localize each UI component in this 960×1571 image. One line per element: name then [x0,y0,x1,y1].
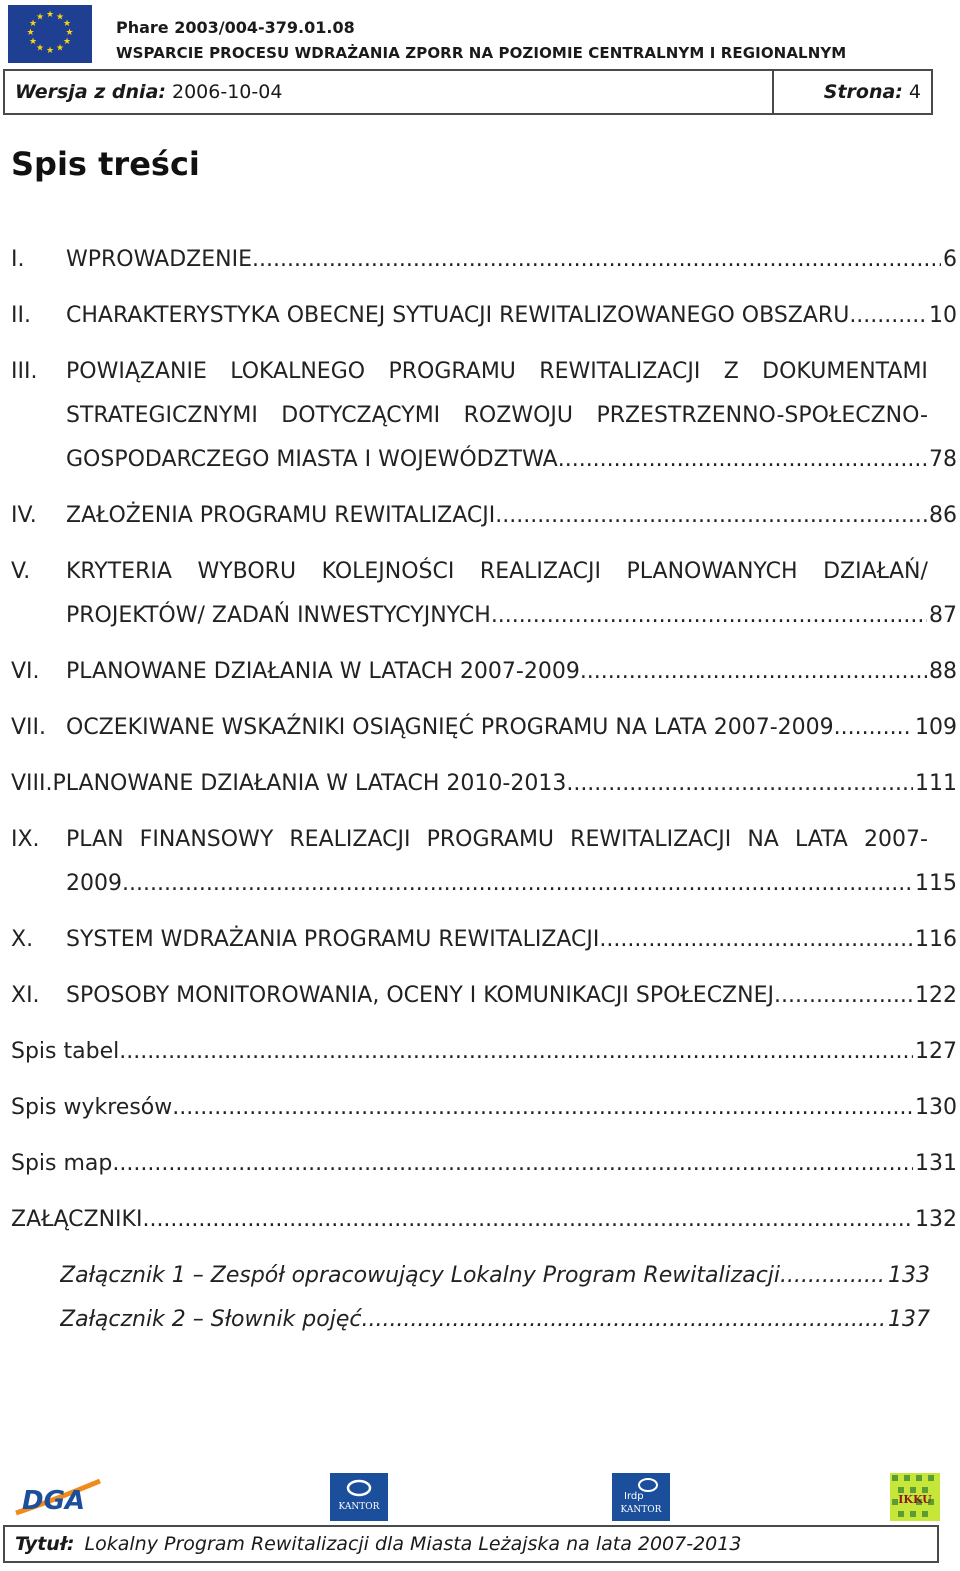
toc-entry-number: VI. [11,659,40,684]
toc-entry-number: I. [11,247,25,272]
toc-entry[interactable] [66,869,957,899]
toc-word: KOLEJNOŚCI [321,559,455,584]
toc-entry-page: 6 [943,247,957,272]
toc-entry-page: 130 [915,1095,957,1120]
toc-entry-page: 133 [888,1263,930,1288]
svg-text:★: ★ [35,43,45,54]
toc-subentry[interactable] [60,1261,930,1291]
toc-word: ROZWOJU [463,403,573,428]
toc-word: REALIZACJI [479,559,601,584]
toc-entry-title: ZAŁĄCZNIKI [11,1207,143,1232]
toc-entry-title: PLANOWANE DZIAŁANIA W LATACH 2007-2009 [66,659,580,684]
page-cell [774,71,931,113]
svg-text:★: ★ [55,43,65,54]
toc-entry[interactable] [66,601,957,631]
toc-leader-dots [491,601,927,631]
dga-logo-text: DGA [22,1486,86,1516]
irdp-logo-text: Irdp [624,1491,644,1502]
toc-word: 2007- [863,827,928,852]
version-box [3,69,933,115]
toc-word: DOKUMENTAMI [762,359,928,384]
toc-entry-page: 131 [915,1151,957,1176]
toc-word: DZIAŁAŃ/ [823,559,928,584]
toc-entry[interactable] [11,245,957,275]
toc-entry-title: Spis map [11,1151,113,1176]
toc-entry-page: 78 [929,447,957,472]
title-label: Tytuł: [15,1533,75,1555]
toc-leader-dots [119,1037,913,1067]
toc-entry-page: 122 [915,983,957,1008]
toc-entry[interactable] [11,1149,957,1179]
document-title-box [3,1525,939,1563]
toc-word: Z [723,359,739,384]
toc-entry-title-line[interactable] [66,825,928,855]
toc-leader-dots [558,445,927,475]
toc-entry-number: IV. [11,503,37,528]
page-value: 4 [908,81,921,103]
toc-entry-number: VII. [11,715,47,740]
toc-entry[interactable] [11,1037,957,1067]
svg-text:★: ★ [65,28,74,38]
toc-entry[interactable] [11,769,957,799]
toc-entry-page: 127 [915,1039,957,1064]
toc-entry[interactable] [11,1093,957,1123]
toc-entry-page: 10 [929,303,957,328]
toc-entry-page: 132 [915,1207,957,1232]
toc-word: REWITALIZACJI [539,359,701,384]
irdp-kantor-text: KANTOR [620,1505,662,1515]
toc-word: PLAN [66,827,124,852]
title-value: Lokalny Program Rewitalizacji dla Miasta Leżajska na lata 2007-2013 [84,1533,742,1555]
toc-entry-title: ZAŁOŻENIA PROGRAMU REWITALIZACJI [66,503,496,528]
toc-leader-dots [580,657,927,687]
page-label: Strona: [823,81,903,103]
toc-entry-number: V. [11,559,31,584]
ikku-logo-text: IKKU [898,1493,932,1506]
toc-entry-title-line[interactable] [66,401,928,431]
kantor-logo [330,1473,388,1521]
toc-word: WYBORU [197,559,297,584]
toc-leader-dots [780,1261,886,1291]
toc-leader-dots [566,769,913,799]
version-label: Wersja z dnia: [15,81,166,103]
toc-entry-page: 115 [915,871,957,896]
toc-entry-title: CHARAKTERYSTYKA OBECNEJ SYTUACJI REWITALIZOWANEGO OBSZARU [66,303,850,328]
toc-leader-dots [142,1205,913,1235]
toc-leader-dots [112,1149,913,1179]
toc-leader-dots [361,1305,886,1335]
project-title: WSPARCIE PROCESU WDRAŻANIA ZPORR NA POZIOMIE CENTRALNYM I REGIONALNYM [116,44,847,62]
toc-leader-dots [495,501,927,531]
toc-word: LOKALNEGO [230,359,366,384]
toc-entry-number: IX. [11,827,40,852]
svg-text:★: ★ [45,46,55,56]
toc-word: KRYTERIA [66,559,172,584]
toc-entry-page: 88 [929,659,957,684]
toc-entry-page: 137 [888,1307,930,1332]
project-number: Phare 2003/004-379.01.08 [116,18,355,37]
ikku-logo [890,1473,940,1521]
toc-entry[interactable] [11,925,957,955]
toc-entry-title: GOSPODARCZEGO MIASTA I WOJEWÓDZTWA [66,447,558,472]
toc-entry-number: XI. [11,983,40,1008]
irdp-kantor-logo [612,1473,670,1521]
toc-word: REALIZACJI [289,827,411,852]
toc-entry-title: Załącznik 1 – Zespół opracowujący Lokalny Program Rewitalizacji [60,1263,781,1288]
toc-entry-page: 116 [915,927,957,952]
version-value: 2006-10-04 [172,81,283,103]
svg-text:★: ★ [45,10,55,20]
svg-text:★: ★ [62,19,72,29]
toc-word: PROGRAMU [426,827,555,852]
toc-word: STRATEGICZNYMI [66,403,258,428]
toc-word: DOTYCZĄCYMI [281,403,441,428]
toc-word: FINANSOWY [139,827,274,852]
toc-entry-number: VIII. [11,771,53,796]
toc-word: LATA [794,827,848,852]
toc-entry[interactable] [66,445,957,475]
toc-entry-title-line[interactable] [66,557,928,587]
toc-entry-title: SYSTEM WDRAŻANIA PROGRAMU REWITALIZACJI [66,927,600,952]
toc-entry-page: 86 [929,503,957,528]
toc-leader-dots [774,981,913,1011]
version-cell [5,71,774,113]
toc-entry[interactable] [11,657,957,687]
toc-entry-title: Załącznik 2 – Słownik pojęć [60,1307,362,1332]
kantor-logo-text: KANTOR [338,1502,380,1512]
eu-flag-logo [8,5,92,63]
toc-word: REWITALIZACJI [570,827,732,852]
toc-entry-title: PLANOWANE DZIAŁANIA W LATACH 2010-2013 [52,771,567,796]
toc-word: PLANOWANYCH [626,559,798,584]
toc-entry-title-line[interactable] [66,357,928,387]
eu-stars-icon [8,5,92,63]
svg-text:★: ★ [55,12,65,23]
svg-text:★: ★ [26,28,35,38]
toc-entry-title: Spis tabel [11,1039,120,1064]
toc-subentry[interactable] [60,1305,930,1335]
svg-text:★: ★ [35,12,45,23]
svg-text:★: ★ [62,37,72,47]
toc-word: POWIĄZANIE [66,359,207,384]
toc-entry[interactable] [11,501,957,531]
dga-logo [12,1473,104,1519]
toc-word: NA [747,827,779,852]
toc-entry[interactable] [11,1205,957,1235]
toc-word: PRZESTRZENNO-SPOŁECZNO- [596,403,928,428]
toc-entry-number: II. [11,303,31,328]
toc-entry-page: 109 [915,715,957,740]
toc-entry-page: 87 [929,603,957,628]
toc-entry-title: SPOSOBY MONITOROWANIA, OCENY I KOMUNIKACJI SPOŁECZNEJ [66,983,774,1008]
svg-text:★: ★ [28,37,38,47]
toc-leader-dots [834,713,913,743]
toc-entry-number: III. [11,359,38,384]
toc-leader-dots [172,1093,913,1123]
svg-text:★: ★ [28,19,38,29]
toc-entry[interactable] [11,981,957,1011]
toc-entry[interactable] [11,301,957,331]
toc-entry[interactable] [11,713,957,743]
toc-leader-dots [849,301,927,331]
toc-entry-title: OCZEKIWANE WSKAŹNIKI OSIĄGNIĘĆ PROGRAMU NA LATA 2007-2009 [66,715,834,740]
toc-entry-title: Spis wykresów [11,1095,173,1120]
toc-entry-title: 2009 [66,871,122,896]
toc-leader-dots [252,245,941,275]
toc-word: PROGRAMU [388,359,516,384]
toc-heading: Spis treści [11,145,200,183]
toc-entry-page: 111 [915,771,957,796]
toc-entry-title: PROJEKTÓW/ ZADAŃ INWESTYCYJNYCH [66,603,491,628]
toc-entry-title: WPROWADZENIE [66,247,252,272]
toc-leader-dots [122,869,913,899]
toc-entry-number: X. [11,927,34,952]
toc-leader-dots [599,925,913,955]
